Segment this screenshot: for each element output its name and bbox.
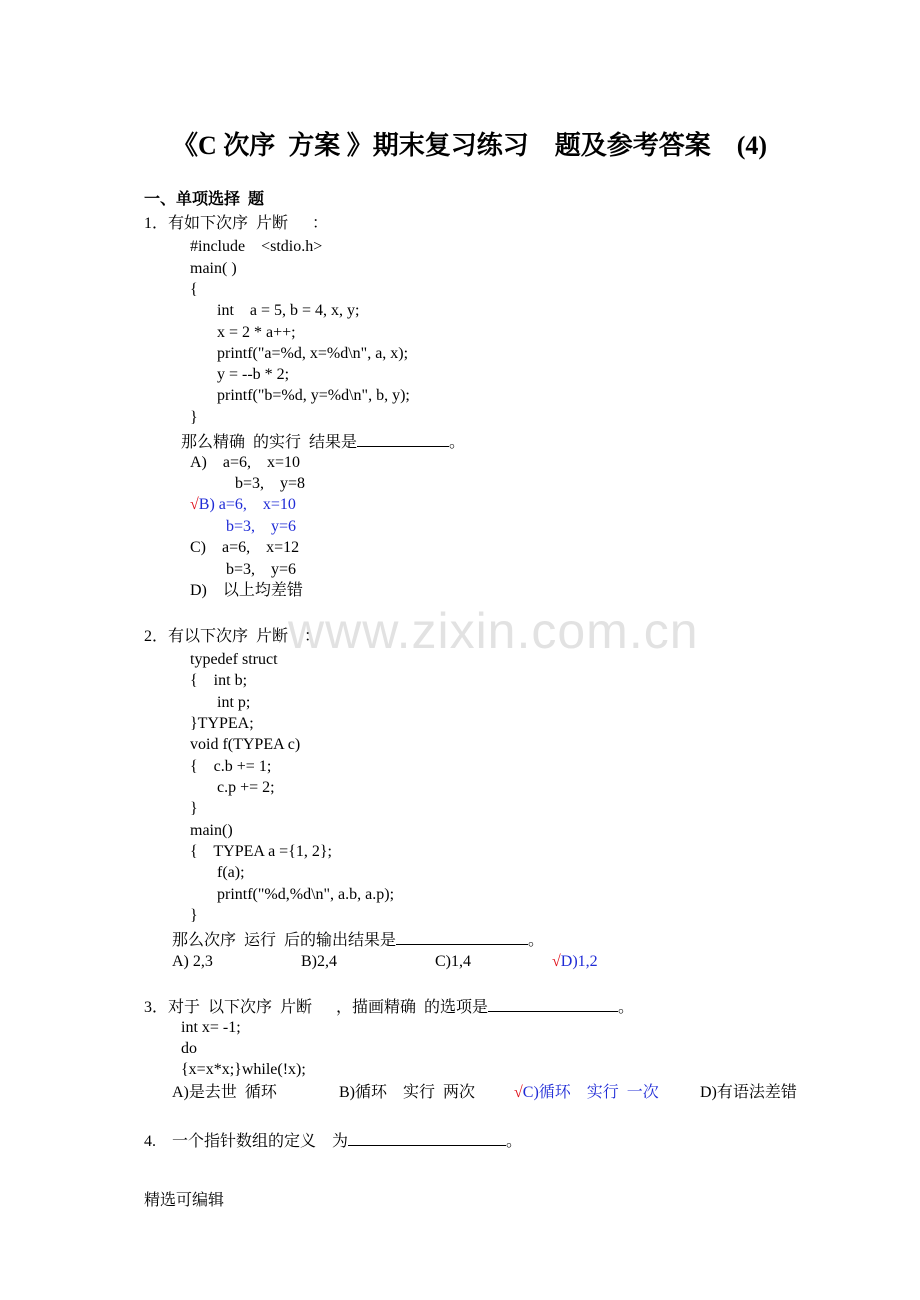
checkmark-icon: √: [552, 953, 561, 970]
section-heading: 一、单项选择 题: [144, 191, 265, 208]
q3-option-c-text: C)循环 实行 一次: [522, 1084, 659, 1101]
watermark: www.zixin.com.cn: [288, 603, 699, 659]
q4-stem-end: 。: [506, 1133, 523, 1150]
q2-code-line: { c.b += 1;: [190, 758, 272, 775]
q3-stem-end: 。: [618, 999, 635, 1016]
q3-option-a: A)是去世 循环: [172, 1084, 277, 1101]
q1-code-line: x = 2 * a++;: [217, 324, 296, 341]
q3-answer-blank: [488, 997, 618, 1012]
q1-option-a-line1: A) a=6, x=10: [190, 454, 301, 471]
q1-stem: 1．有如下次序 片断 ：: [144, 215, 329, 232]
q3-stem: [144, 997, 634, 1016]
q2-code-line: { TYPEA a ={1, 2};: [190, 843, 332, 860]
q1-answer-blank: [357, 432, 449, 447]
q1-option-c-line2: b=3, y=6: [226, 561, 297, 578]
page-title: 《C 次序 方案 》期末复习练习 题及参考答案 (4): [172, 131, 768, 160]
q2-option-d-text: D)1,2: [560, 953, 598, 970]
page-footer: 精选可编辑: [144, 1192, 225, 1209]
q1-option-b-text: B) a=6, x=10: [198, 496, 296, 513]
q2-code-line: f(a);: [217, 864, 245, 881]
q2-question-text: 那么次序 运行 后的输出结果是: [172, 932, 397, 949]
q2-question: [172, 930, 544, 949]
q1-option-a-line2: b=3, y=8: [235, 475, 306, 492]
q1-question-end: 。: [449, 434, 466, 451]
checkmark-icon: √: [514, 1084, 523, 1101]
q2-question-end: 。: [528, 932, 545, 949]
q1-code-line: main( ): [190, 260, 237, 277]
q1-option-c-line1: C) a=6, x=12: [190, 539, 300, 556]
q2-code-line: int p;: [217, 694, 251, 711]
q3-option-b: B)循环 实行 两次: [339, 1084, 476, 1101]
q2-stem: 2．有以下次序 片断 ：: [144, 628, 321, 645]
q3-code-line: do: [181, 1040, 197, 1057]
q2-code-line: typedef struct: [190, 651, 278, 668]
q1-option-b-line1: [190, 497, 296, 513]
q4-answer-blank: [348, 1131, 506, 1146]
q1-option-b-line2: b=3, y=6: [226, 518, 297, 535]
q3-stem-text: 3．对于 以下次序 片断 ，描画精确 的选项是: [144, 999, 489, 1016]
q2-code-line: }TYPEA;: [190, 715, 254, 732]
q2-code-line: { int b;: [190, 672, 248, 689]
q1-code-line: }: [190, 409, 198, 426]
q2-answer-blank: [396, 930, 528, 945]
q2-option-c: C)1,4: [435, 953, 471, 970]
checkmark-icon: √: [190, 496, 199, 513]
q2-code-line: void f(TYPEA c): [190, 736, 301, 753]
q2-code-line: printf("%d,%d\n", a.b, a.p);: [217, 886, 395, 903]
q3-code-line: {x=x*x;}while(!x);: [181, 1061, 306, 1078]
q1-code-line: {: [190, 281, 198, 298]
q1-question-text: 那么精确 的实行 结果是: [181, 434, 358, 451]
q4-stem: [144, 1131, 522, 1150]
q1-question: [181, 432, 465, 451]
q2-code-line: }: [190, 907, 198, 924]
q3-option-d: D)有语法差错: [700, 1084, 797, 1101]
q2-code-line: }: [190, 800, 198, 817]
q1-option-d: D) 以上均差错: [190, 582, 303, 599]
q2-option-a: A) 2,3: [172, 953, 213, 970]
q4-stem-text: 4. 一个指针数组的定义 为: [144, 1133, 349, 1150]
q2-option-b: B)2,4: [301, 953, 337, 970]
q3-option-c: [514, 1085, 659, 1101]
q1-code-line: printf("b=%d, y=%d\n", b, y);: [217, 387, 410, 404]
q1-code-line: printf("a=%d, x=%d\n", a, x);: [217, 345, 409, 362]
q3-code-line: int x= -1;: [181, 1019, 241, 1036]
q2-option-d: [552, 954, 598, 970]
q1-code-line: int a = 5, b = 4, x, y;: [217, 302, 360, 319]
q2-code-line: c.p += 2;: [217, 779, 275, 796]
q2-code-line: main(): [190, 822, 233, 839]
q1-code-line: #include <stdio.h>: [190, 238, 323, 255]
q1-code-line: y = --b * 2;: [217, 366, 290, 383]
